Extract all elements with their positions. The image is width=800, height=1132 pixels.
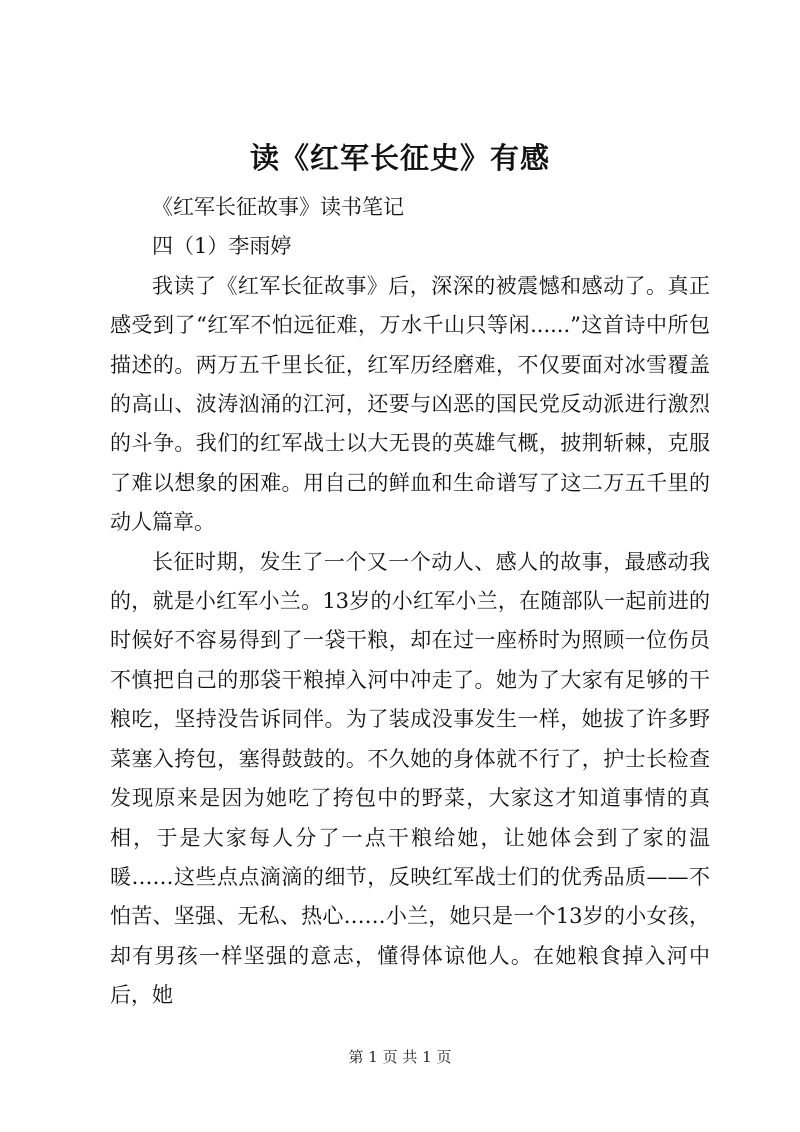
subtitle-line: 《红军长征故事》读书笔记 — [152, 195, 404, 219]
page-footer: 第 1 页 共 1 页 — [348, 1048, 452, 1066]
author-line: 四（1）李雨婷 — [152, 234, 292, 259]
body-paragraph: 我读了《红军长征故事》后，深深的被震憾和感动了。真正感受到了“红军不怕远征难，万水千山只等闲......”这首诗中所包描述的。两万五千里长征，红军历经磨难，不仅要面对冰雪覆盖的高山、波涛汹涌的江河，还要与凶恶的国民党反动派进行激烈的斗争。我们的红军战士以大无畏的英雄气概，披荆斩棘，克服了难以想象的困难。用自己的鲜血和生命谱写了这二万五千里的动人篇章。 — [110, 273, 710, 535]
document-title: 读《红军长征史》有感 — [249, 141, 550, 175]
body-paragraph: 长征时期，发生了一个又一个动人、感人的故事，最感动我的，就是小红军小兰。13岁的小红军小兰，在随部队一起前进的时候好不容易得到了一袋干粮，却在过一座桥时为照顾一位伤员不慎把自己的那袋干粮掉入河中冲走了。她为了大家有足够的干粮吃，坚持没告诉同伴。为了装成没事发生一样，她拔了许多野菜塞入挎包，塞得鼓鼓的。不久她的身体就不行了，护士长检查发现原来是因为她吃了挎包中的野菜，大家这才知道事情的真相，于是大家每人分了一点干粮给她，让她体会到了家的温暖……这些点点滴滴的细节，反映红军战士们的优秀品质——不怕苦、坚强、无私、热心……小兰，她只是一个13岁的小女孩，却有男孩一样坚强的意志，懂得体谅他人。在她粮食掉入河中后，她 — [110, 549, 710, 1008]
document-body — [110, 188, 710, 1016]
